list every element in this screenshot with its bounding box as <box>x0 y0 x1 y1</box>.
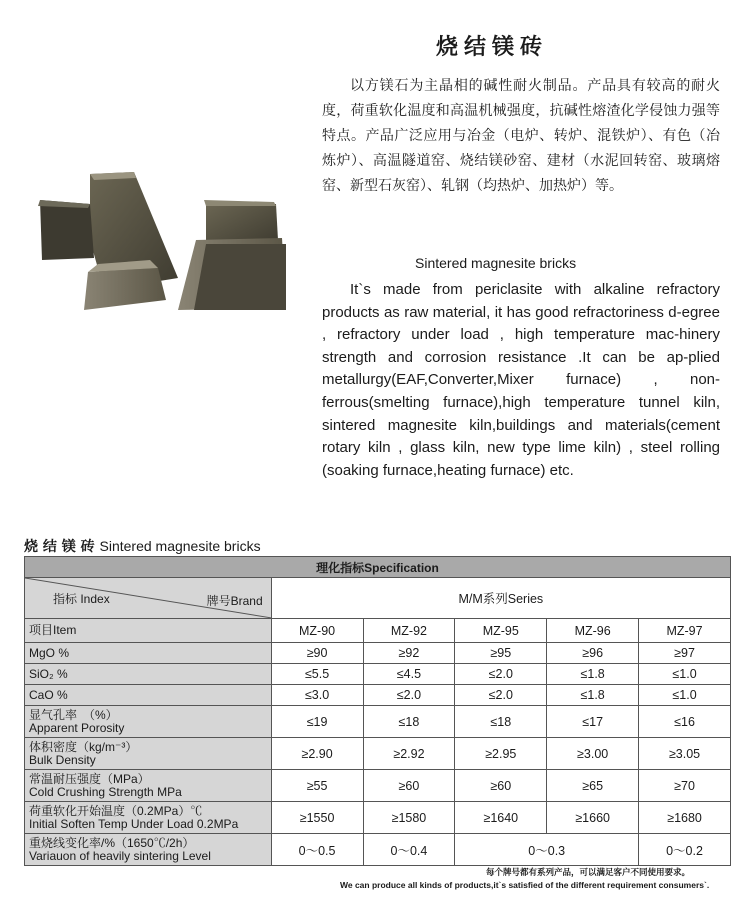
row-label-en: Initial Soften Temp Under Load 0.2MPa <box>29 816 239 831</box>
table-row <box>25 619 731 643</box>
row-label-en: Bulk Density <box>29 752 96 767</box>
footer-note-cn: 每个牌号都有系列产品，可以满足客户不同使用要求。 <box>486 868 691 878</box>
table-row <box>25 770 731 802</box>
table-cell: 0～0.3 <box>455 834 639 866</box>
row-label-en: Cold Crushing Strength MPa <box>29 784 182 799</box>
table-cell: ≤5.5 <box>271 664 363 685</box>
table-cell: ≥70 <box>639 770 731 802</box>
row-label: SiO₂ % <box>25 664 272 685</box>
row-label-cn: 显气孔率 （%） <box>29 707 118 722</box>
table-cell: ≤2.0 <box>363 685 455 706</box>
table-row <box>25 643 731 664</box>
table-cell: ≤1.8 <box>547 664 639 685</box>
grade-header: MZ-90 <box>271 619 363 643</box>
english-description: It`s made from periclasite with alkaline refractory products as raw material, it has good refractoriness d-egree , refractory under load , high temperature mac-hinery strength and corrosion resistance .It can be ap-plied metallurgy(EAF,Converter,Mixer furnace) , non-ferrous(smelting furnace),high temperature tunnel kiln, sintered magnesite kiln,buildings and materials(cement rotary kiln , glass kiln, new type lime kiln) , steel rolling (soaking furnace,heating furnace) etc. <box>322 281 720 479</box>
table-cell: ≤19 <box>271 706 363 738</box>
table-section-title <box>24 536 261 556</box>
footer-note-en: We can produce all kinds of products,it`s satisfied of the different requirement consumers`. <box>340 880 710 890</box>
specification-table <box>24 556 731 866</box>
section-title-en: Sintered magnesite bricks <box>99 538 261 554</box>
row-label-cn: 体积密度（kg/m⁻³） <box>29 739 138 754</box>
table-cell: ≥1580 <box>363 802 455 834</box>
series-label: M/M系列Series <box>271 578 730 619</box>
table-cell: ≥60 <box>363 770 455 802</box>
grade-header: MZ-95 <box>455 619 547 643</box>
english-title: Sintered magnesite bricks <box>415 255 577 271</box>
grade-header: MZ-97 <box>639 619 731 643</box>
table-row <box>25 578 731 619</box>
section-title-cn: 烧 结 镁 砖 <box>24 539 95 555</box>
table-row <box>25 557 731 578</box>
table-cell: 0～0.2 <box>639 834 731 866</box>
spec-header: 理化指标Specification <box>25 557 731 578</box>
table-cell: ≥60 <box>455 770 547 802</box>
row-label-cn: 重烧线变化率/%（1650℃/2h） <box>29 835 195 850</box>
table-row <box>25 738 731 770</box>
table-cell: ≥1680 <box>639 802 731 834</box>
table-cell: ≥92 <box>363 643 455 664</box>
table-cell: ≥2.95 <box>455 738 547 770</box>
table-cell: ≥3.00 <box>547 738 639 770</box>
table-row <box>25 834 731 866</box>
table-cell: ≤17 <box>547 706 639 738</box>
row-label-cn: 常温耐压强度（MPa） <box>29 771 150 786</box>
table-cell: ≤16 <box>639 706 731 738</box>
row-label <box>25 706 272 738</box>
row-label <box>25 738 272 770</box>
table-row <box>25 802 731 834</box>
page-title: 烧结镁砖 <box>436 35 549 60</box>
table-cell: ≥2.90 <box>271 738 363 770</box>
item-label: 项目Item <box>25 619 272 643</box>
row-label-en: Apparent Porosity <box>29 720 125 735</box>
table-cell: ≤1.0 <box>639 664 731 685</box>
table-cell: ≤2.0 <box>455 685 547 706</box>
table-cell: ≤3.0 <box>271 685 363 706</box>
row-label: MgO % <box>25 643 272 664</box>
table-cell: ≥3.05 <box>639 738 731 770</box>
table-cell: ≥65 <box>547 770 639 802</box>
table-cell: ≤18 <box>363 706 455 738</box>
table-cell: ≥95 <box>455 643 547 664</box>
table-cell: ≥2.92 <box>363 738 455 770</box>
row-label <box>25 834 272 866</box>
row-label: CaO % <box>25 685 272 706</box>
index-brand-cell <box>25 578 272 619</box>
table-row <box>25 664 731 685</box>
table-cell: 0～0.5 <box>271 834 363 866</box>
table-cell: ≥55 <box>271 770 363 802</box>
table-cell: ≥1550 <box>271 802 363 834</box>
table-row <box>25 685 731 706</box>
grade-header: MZ-96 <box>547 619 639 643</box>
table-cell: 0～0.4 <box>363 834 455 866</box>
row-label <box>25 802 272 834</box>
table-cell: ≤2.0 <box>455 664 547 685</box>
brick-product-image <box>28 160 308 310</box>
row-label <box>25 770 272 802</box>
chinese-description: 以方镁石为主晶相的碱性耐火制品。产品具有较高的耐火度，荷重软化温度和高温机械强度，抗碱性熔渣化学侵蚀力强等特点。产品广泛应用与冶金（电炉、转炉、混铁炉）、有色（冶炼炉）、高温隧道窑、烧结镁砂窑、建材（水泥回转窑、玻璃熔窑、新型石灰窑）、轧钢（均热炉、加热炉）等。 <box>322 78 720 194</box>
grade-header: MZ-92 <box>363 619 455 643</box>
table-cell: ≥1660 <box>547 802 639 834</box>
table-cell: ≤1.0 <box>639 685 731 706</box>
table-cell: ≥1640 <box>455 802 547 834</box>
row-label-en: Variauon of heavily sintering Level <box>29 848 211 863</box>
table-cell: ≥96 <box>547 643 639 664</box>
table-row <box>25 706 731 738</box>
index-label: 指标 Index <box>53 592 110 606</box>
table-cell: ≤18 <box>455 706 547 738</box>
row-label-cn: 荷重软化开始温度（0.2MPa）℃ <box>29 803 203 818</box>
brand-label: 牌号Brand <box>206 594 263 608</box>
table-cell: ≥97 <box>639 643 731 664</box>
table-cell: ≤1.8 <box>547 685 639 706</box>
table-cell: ≥90 <box>271 643 363 664</box>
table-cell: ≤4.5 <box>363 664 455 685</box>
